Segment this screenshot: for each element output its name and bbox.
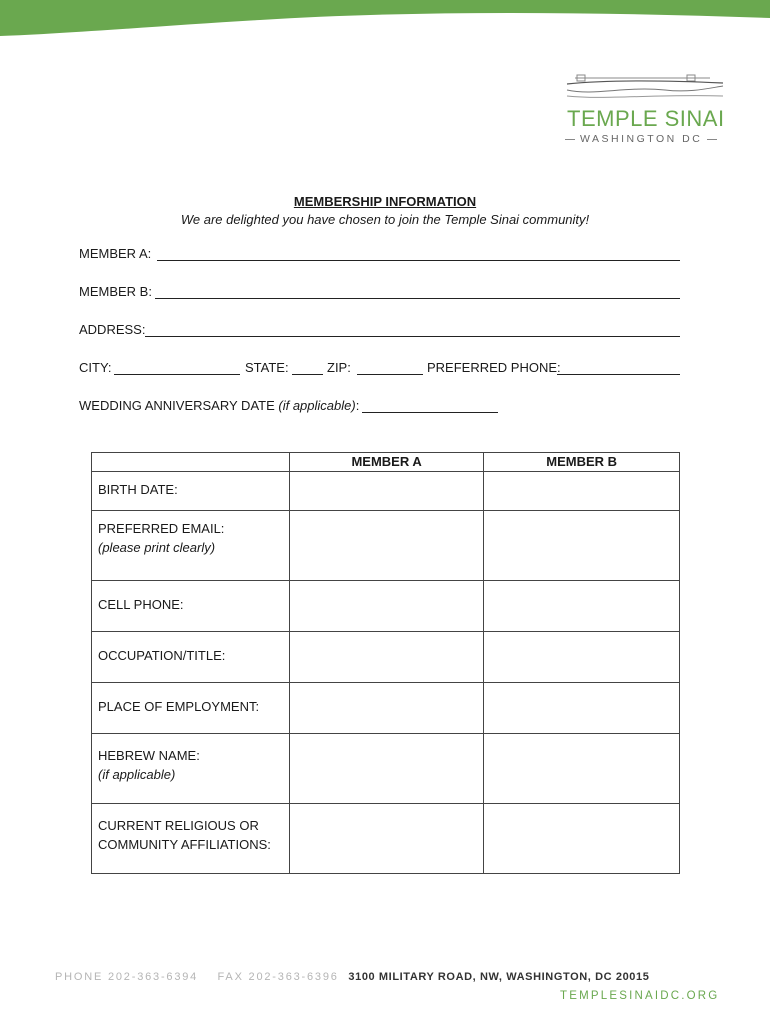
table-row xyxy=(92,734,680,804)
member-a-cell[interactable] xyxy=(289,511,484,581)
temple-sinai-logo xyxy=(565,70,725,150)
member-a-field[interactable] xyxy=(157,260,680,261)
member-b-label: MEMBER B: xyxy=(79,284,152,299)
state-field[interactable] xyxy=(292,374,323,375)
row-label: OCCUPATION/TITLE: xyxy=(92,632,290,683)
footer-url[interactable]: TEMPLESINAIDC.ORG xyxy=(560,990,720,1002)
member-b-cell[interactable] xyxy=(484,683,680,734)
footer-contact xyxy=(55,971,649,983)
member-b-cell[interactable] xyxy=(484,472,680,511)
city-field[interactable] xyxy=(114,374,240,375)
footer-fax: FAX 202-363-6396 xyxy=(217,971,339,983)
phone-field[interactable] xyxy=(557,374,680,375)
table-header-row xyxy=(92,453,680,472)
member-b-cell[interactable] xyxy=(484,581,680,632)
table-row xyxy=(92,804,680,874)
member-b-field[interactable] xyxy=(155,298,680,299)
anniversary-note: (if applicable) xyxy=(278,398,356,413)
column-header-member-a: MEMBER A xyxy=(289,453,484,472)
anniversary-label: WEDDING ANNIVERSARY DATE (if applicable): xyxy=(79,398,360,413)
table-row xyxy=(92,581,680,632)
anniversary-field[interactable] xyxy=(362,412,498,413)
form-title: MEMBERSHIP INFORMATION xyxy=(293,194,477,209)
member-b-cell[interactable] xyxy=(484,734,680,804)
member-b-cell[interactable] xyxy=(484,632,680,683)
logo-mark-icon xyxy=(565,70,725,106)
member-b-cell[interactable] xyxy=(484,804,680,874)
row-label: CELL PHONE: xyxy=(92,581,290,632)
header-empty-cell xyxy=(92,453,290,472)
address-field[interactable] xyxy=(145,336,680,337)
row-label: HEBREW NAME: (if applicable) xyxy=(92,734,290,804)
table-row xyxy=(92,632,680,683)
member-b-cell[interactable] xyxy=(484,511,680,581)
row-label: PREFERRED EMAIL: (please print clearly) xyxy=(92,511,290,581)
member-a-cell[interactable] xyxy=(289,472,484,511)
address-label: ADDRESS: xyxy=(79,322,146,337)
zip-field[interactable] xyxy=(357,374,423,375)
table-row xyxy=(92,511,680,581)
row-label: CURRENT RELIGIOUS OR COMMUNITY AFFILIATIONS: xyxy=(92,804,290,874)
row-label: PLACE OF EMPLOYMENT: xyxy=(92,683,290,734)
logo-subtitle: WASHINGTON DC xyxy=(565,133,725,145)
phone-label: PREFERRED PHONE: xyxy=(427,360,561,375)
member-a-label: MEMBER A: xyxy=(79,246,152,261)
form-subtitle: We are delighted you have chosen to join the Temple Sinai community! xyxy=(180,212,590,227)
member-a-cell[interactable] xyxy=(289,632,484,683)
zip-label: ZIP: xyxy=(327,360,351,375)
table-row xyxy=(92,472,680,511)
member-details-table xyxy=(91,452,680,874)
member-a-cell[interactable] xyxy=(289,581,484,632)
member-a-cell[interactable] xyxy=(289,683,484,734)
column-header-member-b: MEMBER B xyxy=(484,453,680,472)
city-label: CITY: xyxy=(79,360,112,375)
member-a-cell[interactable] xyxy=(289,804,484,874)
header-banner xyxy=(0,0,770,40)
logo-name: TEMPLE SINAI xyxy=(567,106,725,131)
row-label: BIRTH DATE: xyxy=(92,472,290,511)
footer-phone: PHONE 202-363-6394 xyxy=(55,971,199,983)
state-label: STATE: xyxy=(245,360,289,375)
member-a-cell[interactable] xyxy=(289,734,484,804)
footer-address: 3100 MILITARY ROAD, NW, WASHINGTON, DC 20015 xyxy=(348,971,650,983)
table-row xyxy=(92,683,680,734)
